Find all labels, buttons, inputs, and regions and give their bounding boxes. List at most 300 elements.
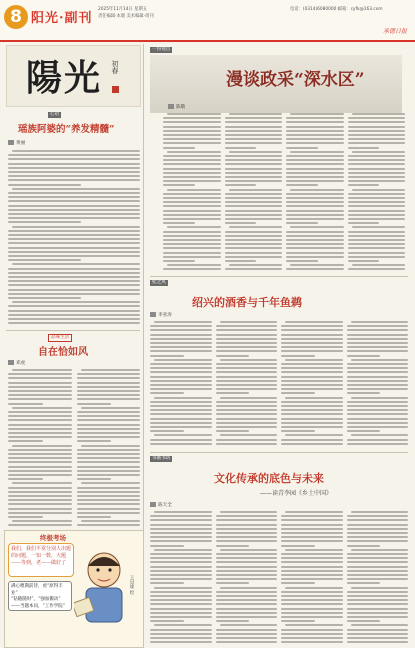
body-text-line xyxy=(150,641,212,643)
body-text-line xyxy=(163,231,221,233)
article1-title: 瑶族阿婆的“养发精髓” xyxy=(18,124,115,135)
body-text-line xyxy=(225,243,283,245)
article1-tag: 心语 xyxy=(50,112,60,117)
body-text-line xyxy=(216,637,278,639)
body-text-line xyxy=(281,641,343,643)
body-text-line xyxy=(286,256,344,258)
body-text-line xyxy=(281,536,343,538)
body-text-line xyxy=(348,201,406,203)
body-text-line xyxy=(348,252,406,254)
body-text-line xyxy=(154,434,212,436)
body-text-line xyxy=(348,197,406,199)
body-text-line xyxy=(216,629,278,631)
body-text-line xyxy=(163,197,221,199)
body-text-line xyxy=(8,478,43,480)
cartoon-caption-line: ——当题本问，“工作学院” xyxy=(11,603,66,609)
body-text-line xyxy=(77,440,112,442)
body-text-line xyxy=(281,566,343,568)
body-text-line xyxy=(347,405,409,407)
body-text-line xyxy=(347,591,409,593)
body-text-line xyxy=(348,142,406,144)
body-text-line xyxy=(8,179,140,181)
body-text-line xyxy=(225,218,283,220)
body-text-line xyxy=(150,566,212,568)
body-text-line xyxy=(348,205,406,207)
body-text-line xyxy=(348,176,406,178)
body-text-line xyxy=(216,422,278,424)
section-title: 阳光·副刊 xyxy=(31,11,93,26)
body-text-line xyxy=(8,453,72,455)
masthead-contact: 电话：(0314)6080000 邮箱：cyfk@163.com xyxy=(290,7,383,12)
body-text-line xyxy=(150,612,212,614)
body-text-line xyxy=(150,637,212,639)
body-text-line xyxy=(352,226,406,228)
body-text-line xyxy=(281,599,343,601)
body-text-line xyxy=(347,545,381,547)
body-text-line xyxy=(352,151,406,153)
body-text-line xyxy=(77,478,112,480)
body-text-line xyxy=(347,612,409,614)
body-text-line xyxy=(163,159,221,161)
body-text-line xyxy=(216,325,278,327)
body-text-line xyxy=(150,633,212,635)
body-text-line xyxy=(216,608,278,610)
body-text-line xyxy=(347,329,409,331)
body-text-line xyxy=(286,218,344,220)
body-text-line xyxy=(347,409,409,411)
body-text-line xyxy=(348,193,406,195)
body-text-line xyxy=(225,268,283,270)
body-text-line xyxy=(347,608,409,610)
body-text-line xyxy=(8,242,140,244)
body-text-line xyxy=(150,367,212,369)
body-text-line xyxy=(285,321,343,323)
article3-title: 漫谈政采“深水区” xyxy=(226,70,365,90)
body-text-line xyxy=(286,130,344,132)
body-text-line xyxy=(150,325,212,327)
body-text-line xyxy=(150,561,212,563)
body-text-line xyxy=(286,193,344,195)
body-text-line xyxy=(77,373,141,375)
body-text-line xyxy=(12,226,140,228)
body-text-line xyxy=(286,268,344,270)
body-text-line xyxy=(347,384,409,386)
body-text-line xyxy=(163,205,221,207)
body-text-line xyxy=(8,234,140,236)
body-text-line xyxy=(8,394,72,396)
body-text-line xyxy=(348,243,406,245)
body-text-line xyxy=(150,519,212,521)
article3-tag: 一得观点 xyxy=(152,47,171,52)
body-text-line xyxy=(150,603,212,605)
body-text-line xyxy=(286,239,344,241)
body-text-line xyxy=(351,321,409,323)
body-text-line xyxy=(150,334,212,336)
body-text-line xyxy=(281,439,343,441)
body-text-line xyxy=(348,247,406,249)
body-text-line xyxy=(216,595,278,597)
body-text-line xyxy=(216,384,278,386)
body-text-line xyxy=(225,193,283,195)
body-text-line xyxy=(163,168,221,170)
body-text-line xyxy=(150,616,212,618)
body-text-line xyxy=(281,329,343,331)
body-text-line xyxy=(163,268,221,270)
body-text-line xyxy=(77,487,141,489)
body-text-line xyxy=(281,355,315,357)
body-text-line xyxy=(154,511,212,513)
body-text-line xyxy=(286,205,344,207)
body-text-line xyxy=(81,520,141,522)
body-text-line xyxy=(348,138,406,140)
body-text-line xyxy=(348,126,406,128)
body-text-line xyxy=(216,334,278,336)
article4-title: 绍兴的酒香与千年鱼鹈 xyxy=(192,296,302,309)
body-text-line xyxy=(216,405,278,407)
body-text-line xyxy=(216,524,278,526)
body-text-line xyxy=(154,587,212,589)
body-text-line xyxy=(8,217,140,219)
body-text-line xyxy=(154,397,212,399)
body-text-line xyxy=(216,401,278,403)
article2-body xyxy=(8,368,140,530)
body-text-line xyxy=(286,180,344,182)
body-text-line xyxy=(8,305,140,307)
body-text-line xyxy=(347,582,381,584)
body-text-line xyxy=(220,397,278,399)
body-text-line xyxy=(281,629,343,631)
body-text-line xyxy=(150,443,212,445)
body-text-line xyxy=(77,398,141,400)
body-text-line xyxy=(150,401,212,403)
body-text-line xyxy=(150,338,212,340)
body-text-line xyxy=(8,466,72,468)
body-text-line xyxy=(163,235,221,237)
body-text-line xyxy=(150,355,184,357)
body-text-line xyxy=(150,439,212,441)
body-text-line xyxy=(81,369,141,371)
body-text-line xyxy=(347,540,409,542)
body-text-line xyxy=(150,409,212,411)
body-text-line xyxy=(216,418,278,420)
body-text-line xyxy=(163,147,195,149)
body-text-line xyxy=(347,570,409,572)
article5-tag: 书画书坊 xyxy=(152,456,171,461)
body-text-line xyxy=(8,424,72,426)
body-text-line xyxy=(225,184,257,186)
body-text-line xyxy=(286,247,344,249)
body-text-line xyxy=(347,620,381,622)
body-text-line xyxy=(347,422,409,424)
body-text-line xyxy=(163,239,221,241)
body-text-line xyxy=(8,457,72,459)
body-text-line xyxy=(77,419,141,421)
body-text-line xyxy=(167,151,221,153)
body-text-line xyxy=(12,482,72,484)
body-text-line xyxy=(286,184,318,186)
author-icon xyxy=(168,104,174,109)
body-text-line xyxy=(150,384,212,386)
body-text-line xyxy=(216,426,278,428)
body-text-line xyxy=(347,355,381,357)
body-text-line xyxy=(77,524,141,526)
body-text-line xyxy=(347,380,409,382)
body-text-line xyxy=(150,540,212,542)
body-text-line xyxy=(225,235,283,237)
body-text-line xyxy=(150,413,212,415)
body-text-line xyxy=(290,226,344,228)
body-text-line xyxy=(281,376,343,378)
column-logo-title: 陽光 xyxy=(26,57,103,99)
body-text-line xyxy=(8,487,72,489)
body-text-line xyxy=(225,155,283,157)
body-text-line xyxy=(347,561,409,563)
article1-byline: 黄丽 xyxy=(8,140,25,146)
body-text-line xyxy=(216,532,278,534)
body-text-line xyxy=(77,436,141,438)
body-text-line xyxy=(163,163,221,165)
body-text-line xyxy=(163,180,221,182)
body-text-line xyxy=(220,624,278,626)
body-text-line xyxy=(12,188,140,190)
body-text-line xyxy=(348,163,406,165)
article3-body xyxy=(163,112,405,272)
body-text-line xyxy=(216,355,250,357)
body-text-line xyxy=(163,214,221,216)
body-text-line xyxy=(150,582,184,584)
body-text-line xyxy=(163,126,221,128)
body-text-line xyxy=(281,620,315,622)
article5-body xyxy=(150,510,408,644)
body-text-line xyxy=(281,363,343,365)
body-text-line xyxy=(347,566,409,568)
body-text-line xyxy=(8,184,81,186)
body-text-line xyxy=(150,371,212,373)
article3-byline: 陈敬 xyxy=(168,104,185,110)
body-text-line xyxy=(216,536,278,538)
body-text-line xyxy=(281,430,315,432)
body-text-line xyxy=(216,515,278,517)
article2-tag: 品味生活 xyxy=(48,334,72,342)
body-text-line xyxy=(8,284,140,286)
divider xyxy=(150,276,408,277)
body-text-line xyxy=(285,511,343,513)
body-text-line xyxy=(216,350,278,352)
body-text-line xyxy=(8,158,140,160)
body-text-line xyxy=(216,519,278,521)
body-text-line xyxy=(348,214,406,216)
body-text-line xyxy=(167,189,221,191)
body-text-line xyxy=(347,334,409,336)
body-text-line xyxy=(286,142,344,144)
body-text-line xyxy=(281,591,343,593)
body-text-line xyxy=(347,371,409,373)
body-text-line xyxy=(286,252,344,254)
divider xyxy=(150,452,408,453)
body-text-line xyxy=(281,371,343,373)
body-text-line xyxy=(351,549,409,551)
body-text-line xyxy=(150,346,212,348)
body-text-line xyxy=(77,415,141,417)
body-text-line xyxy=(352,113,406,115)
body-text-line xyxy=(347,342,409,344)
body-text-line xyxy=(150,578,212,580)
body-text-line xyxy=(281,570,343,572)
body-text-line xyxy=(225,159,283,161)
body-text-line xyxy=(347,616,409,618)
body-text-line xyxy=(8,209,140,211)
body-text-line xyxy=(154,359,212,361)
body-text-line xyxy=(150,515,212,517)
body-text-line xyxy=(281,515,343,517)
body-text-line xyxy=(351,624,409,626)
body-text-line xyxy=(286,155,344,157)
body-text-line xyxy=(77,394,141,396)
body-text-line xyxy=(286,210,344,212)
article2-title: 自在恰如风 xyxy=(38,347,88,358)
body-text-line xyxy=(225,176,283,178)
body-text-line xyxy=(8,508,72,510)
cartoon-caption-line: “钻随随时”，“强加搬动” xyxy=(11,597,61,602)
body-text-line xyxy=(347,401,409,403)
body-text-line xyxy=(77,499,141,501)
body-text-line xyxy=(150,430,184,432)
body-text-line xyxy=(8,390,72,392)
body-text-line xyxy=(216,443,278,445)
body-text-line xyxy=(77,474,141,476)
body-text-line xyxy=(281,325,343,327)
body-text-line xyxy=(348,172,406,174)
body-text-line xyxy=(347,641,409,643)
cartoon-speech-bubble: 我们，我们平常分别人出题的问题，一知一数，大题——等到，老——做好了 xyxy=(8,543,74,577)
body-text-line xyxy=(216,599,278,601)
body-text-line xyxy=(220,511,278,513)
cartoon-title: 终极考场 xyxy=(40,534,66,542)
body-text-line xyxy=(286,197,344,199)
body-text-line xyxy=(77,470,141,472)
body-text-line xyxy=(77,390,141,392)
body-text-line xyxy=(281,422,343,424)
body-text-line xyxy=(8,251,140,253)
body-text-line xyxy=(281,342,343,344)
body-text-line xyxy=(285,587,343,589)
body-text-line xyxy=(8,297,81,299)
body-text-line xyxy=(150,388,212,390)
body-text-line xyxy=(348,239,406,241)
body-text-line xyxy=(8,495,72,497)
body-text-line xyxy=(216,591,278,593)
masthead-date: 2025年11月14日 星期五 xyxy=(98,7,148,12)
body-text-line xyxy=(286,214,344,216)
body-text-line xyxy=(216,612,278,614)
body-text-line xyxy=(225,222,257,224)
body-text-line xyxy=(347,515,409,517)
body-text-line xyxy=(77,512,141,514)
body-text-line xyxy=(163,142,221,144)
body-text-line xyxy=(77,466,141,468)
body-text-line xyxy=(163,184,195,186)
body-text-line xyxy=(216,342,278,344)
body-text-line xyxy=(281,553,343,555)
body-text-line xyxy=(12,407,72,409)
body-text-line xyxy=(351,587,409,589)
body-text-line xyxy=(281,409,343,411)
body-text-line xyxy=(220,587,278,589)
body-text-line xyxy=(77,453,141,455)
body-text-line xyxy=(347,418,409,420)
body-text-line xyxy=(8,419,72,421)
body-text-line xyxy=(347,633,409,635)
body-text-line xyxy=(285,434,343,436)
body-text-line xyxy=(351,511,409,513)
body-text-line xyxy=(8,196,140,198)
body-text-line xyxy=(220,359,278,361)
body-text-line xyxy=(281,616,343,618)
body-text-line xyxy=(348,121,406,123)
body-text-line xyxy=(163,247,221,249)
body-text-line xyxy=(216,553,278,555)
body-text-line xyxy=(8,293,140,295)
body-text-line xyxy=(281,413,343,415)
body-text-line xyxy=(348,180,406,182)
cartoon-caption-box xyxy=(8,581,72,611)
body-text-line xyxy=(8,386,72,388)
body-text-line xyxy=(216,570,278,572)
body-text-line xyxy=(77,495,141,497)
body-text-line xyxy=(225,163,283,165)
body-text-line xyxy=(281,545,315,547)
body-text-line xyxy=(163,121,221,123)
body-text-line xyxy=(216,633,278,635)
body-text-line xyxy=(8,238,140,240)
body-text-line xyxy=(8,175,140,177)
body-text-line xyxy=(347,603,409,605)
body-text-line xyxy=(8,398,72,400)
body-text-line xyxy=(286,172,344,174)
body-text-line xyxy=(285,624,343,626)
body-text-line xyxy=(281,612,343,614)
body-text-line xyxy=(225,252,283,254)
body-text-line xyxy=(348,260,380,262)
body-text-line xyxy=(348,134,406,136)
body-text-line xyxy=(8,461,72,463)
body-text-line xyxy=(150,350,212,352)
body-text-line xyxy=(281,405,343,407)
body-text-line xyxy=(163,155,221,157)
body-text-line xyxy=(286,134,344,136)
body-text-line xyxy=(351,397,409,399)
body-text-line xyxy=(216,545,250,547)
body-text-line xyxy=(150,536,212,538)
body-text-line xyxy=(220,434,278,436)
body-text-line xyxy=(281,426,343,428)
body-text-line xyxy=(8,259,81,261)
body-text-line xyxy=(150,591,212,593)
body-text-line xyxy=(150,524,212,526)
body-text-line xyxy=(77,382,141,384)
body-text-line xyxy=(348,268,406,270)
article1-body xyxy=(8,149,140,327)
body-text-line xyxy=(281,582,315,584)
body-text-line xyxy=(216,338,278,340)
body-text-line xyxy=(225,260,257,262)
body-text-line xyxy=(285,359,343,361)
body-text-line xyxy=(290,189,344,191)
author-icon xyxy=(8,360,14,365)
article5-byline: 陈天全 xyxy=(150,502,172,508)
article5-title: 文化传承的底色与未来 xyxy=(214,472,324,485)
body-text-line xyxy=(225,117,283,119)
